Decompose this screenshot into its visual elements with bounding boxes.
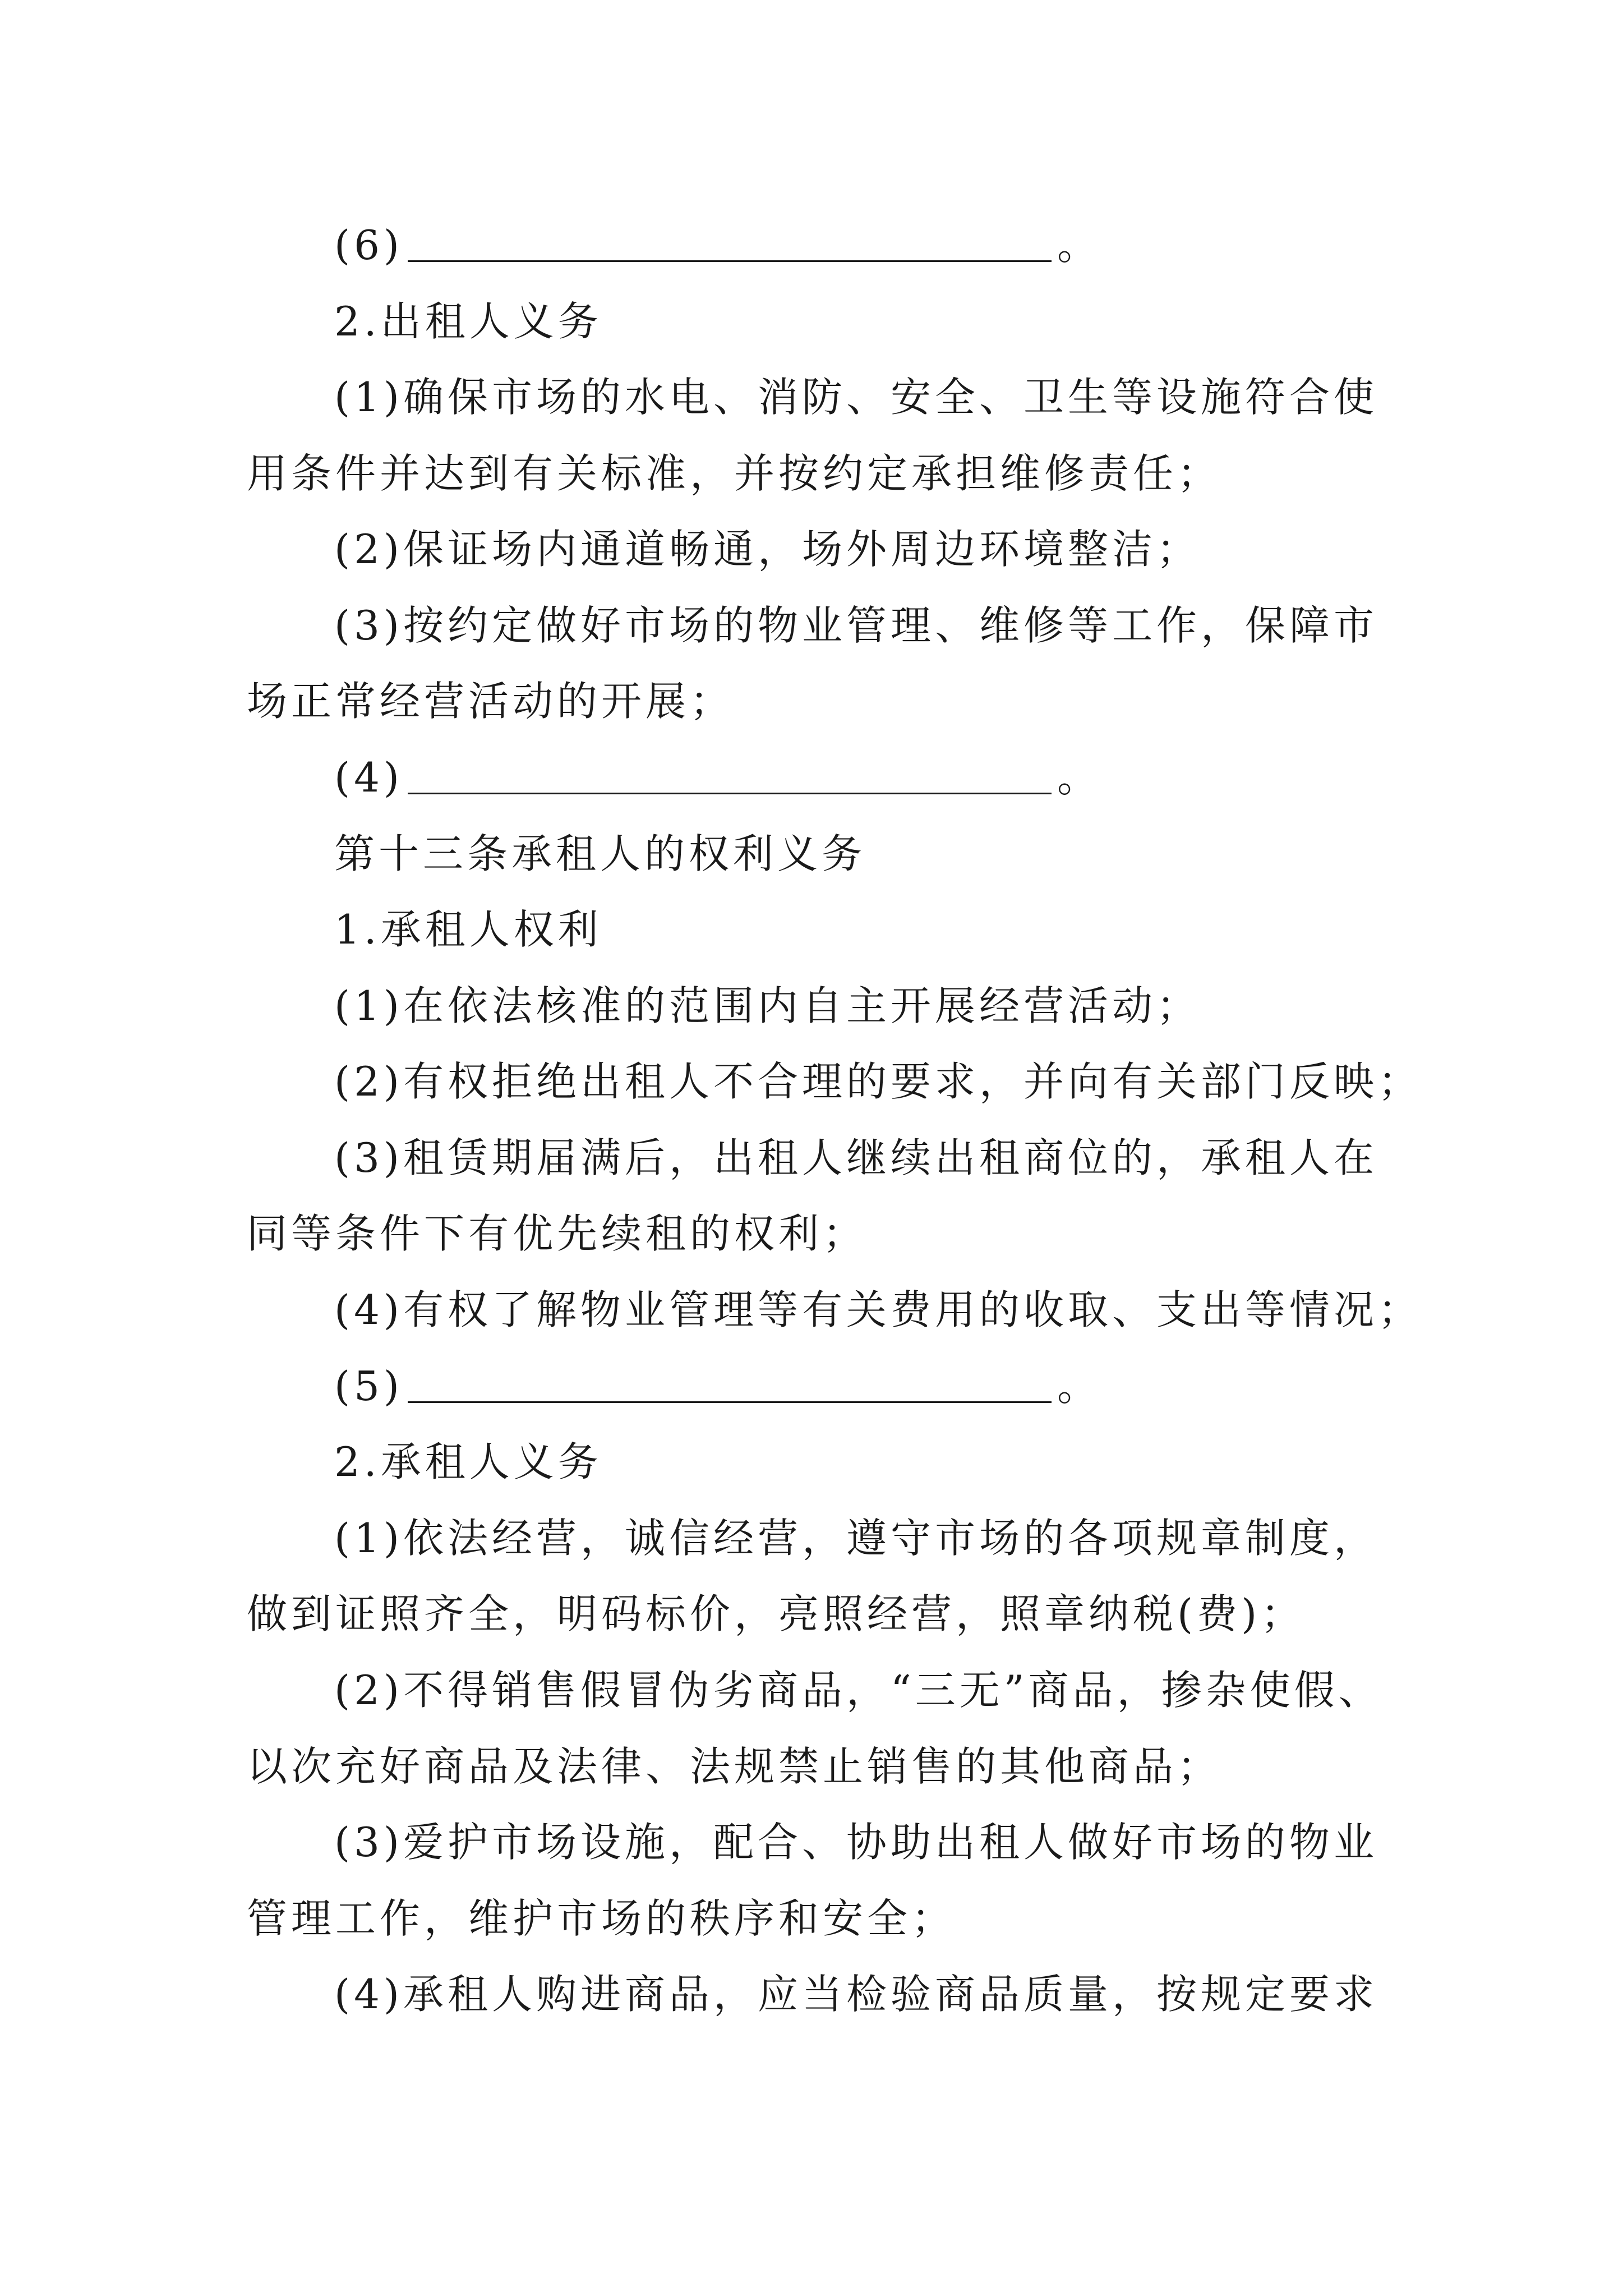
paragraph-line: 做到证照齐全，明码标价，亮照经营，照章纳税(费)； [247, 1590, 1306, 1637]
paragraph-line: (2)不得销售假冒伪劣商品，“三无”商品，掺杂使假、 [334, 1667, 1383, 1714]
paragraph-line: 管理工作，维护市场的秩序和安全； [247, 1895, 956, 1942]
paragraph-line: (2)有权拒绝出租人不合理的要求，并向有关部门反映； [334, 1058, 1422, 1105]
blank-underline [408, 260, 1052, 262]
item-end-punct: 。 [1057, 222, 1102, 269]
fill-in-item-5 [334, 1358, 1101, 1414]
blank-underline [408, 1401, 1052, 1403]
item-end-punct: 。 [1057, 754, 1102, 801]
paragraph-line: 同等条件下有优先续租的权利； [247, 1210, 868, 1257]
paragraph-line: (3)爱护市场设施，配合、协助出租人做好市场的物业 [334, 1819, 1378, 1866]
paragraph-line: (2)保证场内通道畅通，场外周边环境整洁； [334, 526, 1201, 573]
paragraph-line: (1)在依法核准的范围内自主开展经营活动； [334, 982, 1201, 1029]
paragraph-line: 以次充好商品及法律、法规禁止销售的其他商品； [247, 1743, 1222, 1790]
paragraph-line: (4)有权了解物业管理等有关费用的收取、支出等情况； [334, 1286, 1422, 1333]
paragraph-line: (4)承租人购进商品，应当检验商品质量，按规定要求 [334, 1971, 1378, 2018]
item-number: (4) [334, 754, 403, 801]
blank-underline [408, 793, 1052, 794]
paragraph-line: (3)租赁期届满后，出租人继续出租商位的，承租人在 [334, 1134, 1378, 1181]
section-heading: 1.承租人权利 [334, 906, 602, 953]
paragraph-line: 用条件并达到有关标准，并按约定承担维修责任； [247, 450, 1222, 497]
section-heading: 2.出租人义务 [334, 298, 602, 345]
item-number: (5) [334, 1363, 403, 1410]
paragraph-line: (3)按约定做好市场的物业管理、维修等工作，保障市 [334, 602, 1378, 649]
paragraph-line: (1)依法经营，诚信经营，遵守市场的各项规章制度， [334, 1515, 1378, 1562]
paragraph-line: 场正常经营活动的开展； [247, 678, 735, 725]
paragraph-line: (1)确保市场的水电、消防、安全、卫生等设施符合使 [334, 374, 1378, 421]
item-number: (6) [334, 222, 403, 269]
article-heading: 第十三条承租人的权利义务 [334, 830, 866, 877]
section-heading: 2.承租人义务 [334, 1438, 602, 1485]
item-end-punct: 。 [1057, 1363, 1102, 1410]
fill-in-item-4 [334, 749, 1101, 806]
fill-in-item-6 [334, 217, 1101, 273]
